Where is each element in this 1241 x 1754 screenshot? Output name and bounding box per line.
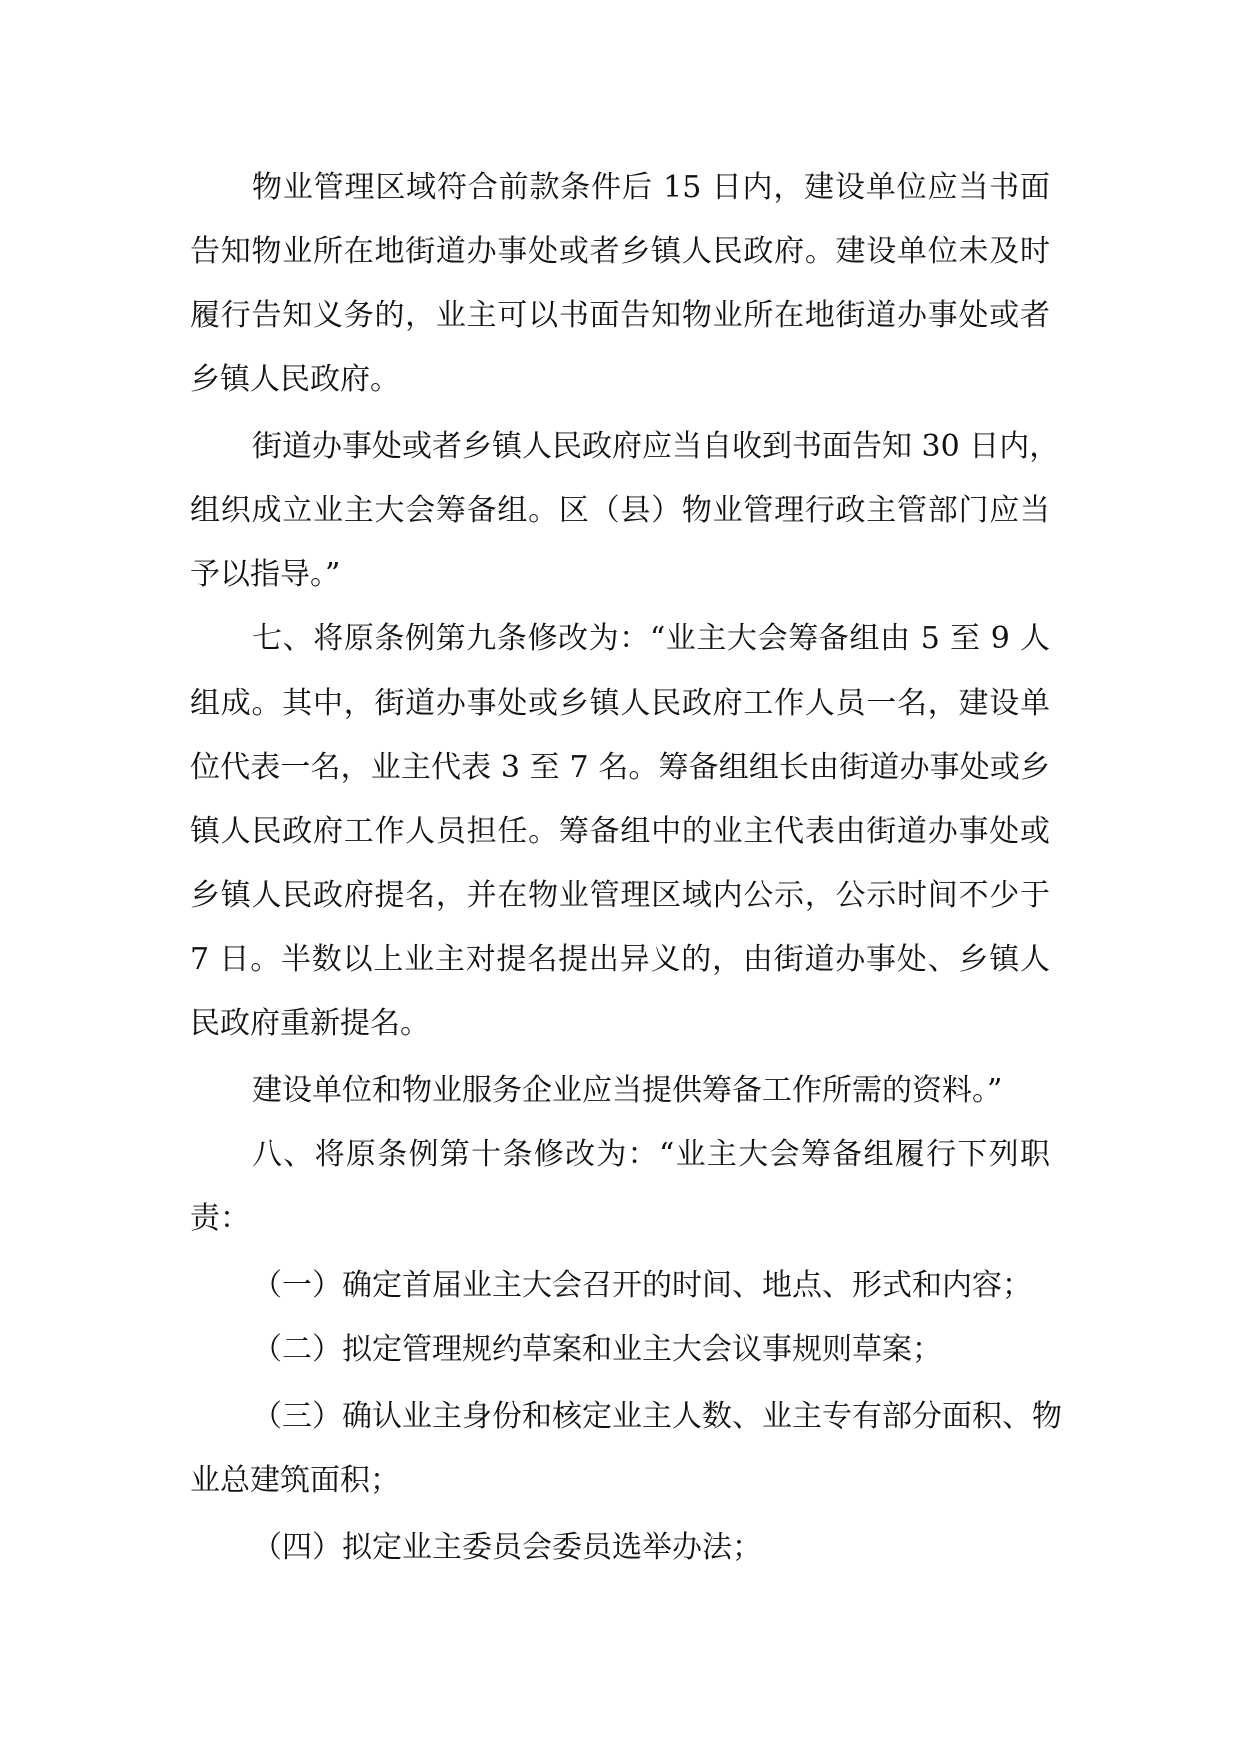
paragraph-line: 镇人民政府工作人员担任。筹备组中的业主代表由街道办事处或 <box>190 814 1050 849</box>
paragraph-line: 7 日。半数以上业主对提名提出异义的，由街道办事处、乡镇人 <box>190 942 1050 977</box>
paragraph-line: 七、将原条例第九条修改为：“业主大会筹备组由 5 至 9 人 <box>252 621 1050 656</box>
list-item: （四）拟定业主委员会委员选举办法； <box>252 1530 762 1565</box>
paragraph-line: 履行告知义务的，业主可以书面告知物业所在地街道办事处或者 <box>190 298 1050 333</box>
list-item: （二）拟定管理规约草案和业主大会议事规则草案； <box>252 1332 942 1367</box>
paragraph-line: 责： <box>190 1201 250 1236</box>
paragraph-line: 建设单位和物业服务企业应当提供筹备工作所需的资料。” <box>252 1073 1003 1108</box>
paragraph-line: 街道办事处或者乡镇人民政府应当自收到书面告知 30 日内， <box>252 429 1060 464</box>
paragraph-line: 予以指导。” <box>190 557 341 592</box>
paragraph-line: 八、将原条例第十条修改为：“业主大会筹备组履行下列职 <box>252 1137 1050 1172</box>
paragraph-line: 乡镇人民政府提名，并在物业管理区域内公示，公示时间不少于 <box>190 878 1050 913</box>
paragraph-line: 组成。其中，街道办事处或乡镇人民政府工作人员一名，建设单 <box>190 686 1050 721</box>
list-item: （一）确定首届业主大会召开的时间、地点、形式和内容； <box>252 1268 1032 1303</box>
paragraph-line: 位代表一名，业主代表 3 至 7 名。筹备组组长由街道办事处或乡 <box>190 750 1050 785</box>
paragraph-line: 告知物业所在地街道办事处或者乡镇人民政府。建设单位未及时 <box>190 234 1050 269</box>
paragraph-line: 民政府重新提名。 <box>190 1006 430 1041</box>
paragraph-line: 物业管理区域符合前款条件后 15 日内，建设单位应当书面 <box>252 170 1050 205</box>
paragraph-line: 组织成立业主大会筹备组。区（县）物业管理行政主管部门应当 <box>190 493 1050 528</box>
list-item-continuation: 业总建筑面积； <box>190 1463 400 1498</box>
list-item: （三）确认业主身份和核定业主人数、业主专有部分面积、物 <box>252 1399 1062 1434</box>
paragraph-line: 乡镇人民政府。 <box>190 362 400 397</box>
